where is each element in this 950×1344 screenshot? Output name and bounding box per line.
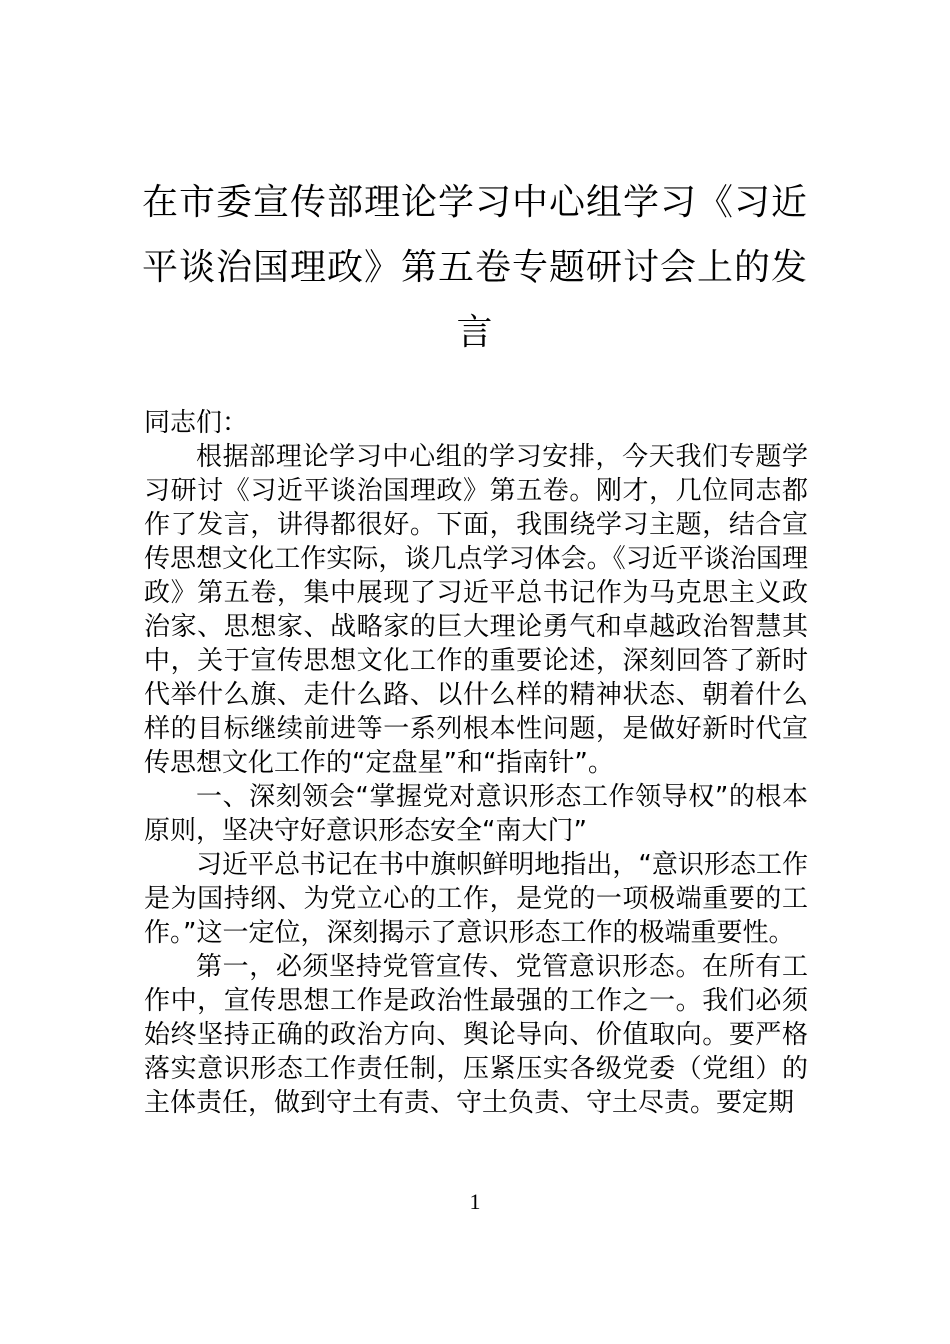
document-title: 在市委宣传部理论学习中心组学习《习近平谈治国理政》第五卷专题研讨会上的发言 — [141, 182, 808, 353]
page-number: 1 — [469, 1189, 481, 1214]
section-heading-1: 一、深刻领会“掌握党对意识形态工作领导权”的根本原则，坚决守好意识形态安全“南大门” — [144, 782, 808, 846]
paragraph-intro: 根据部理论学习中心组的学习安排，今天我们专题学习研讨《习近平谈治国理政》第五卷。刚才，几位同志都作了发言，讲得都很好。下面，我围绕学习主题，结合宣传思想文化工作实际，谈几点学习体会。《习近平谈治国理政》第五卷，集中展现了习近平总书记作为马克思主义政治家、思想家、战略家的巨大理论勇气和卓越政治智慧其中，关于宣传思想文化工作的重要论述，深刻回答了新时代举什么旗、走什么路、以什么样的精神状态、朝着什么样的目标继续前进等一系列根本性问题，是做好新时代宣传思想文化工作的“定盘星”和“指南针”。 — [144, 442, 808, 778]
document-body — [144, 406, 808, 1120]
paragraph-first-point: 第一，必须坚持党管宣传、党管意识形态。在所有工作中，宣传思想工作是政治性最强的工作之一。我们必须始终坚持正确的政治方向、舆论导向、价值取向。要严格落实意识形态工作责任制，压紧压实各级党委（党组）的主体责任，做到守土有责、守土负责、守土尽责。要定期 — [144, 952, 808, 1118]
salutation: 同志们： — [144, 408, 249, 438]
paragraph-quote: 习近平总书记在书中旗帜鲜明地指出，“意识形态工作是为国持纲、为党立心的工作，是党的一项极端重要的工作。”这一定位，深刻揭示了意识形态工作的极端重要性。 — [144, 850, 808, 948]
